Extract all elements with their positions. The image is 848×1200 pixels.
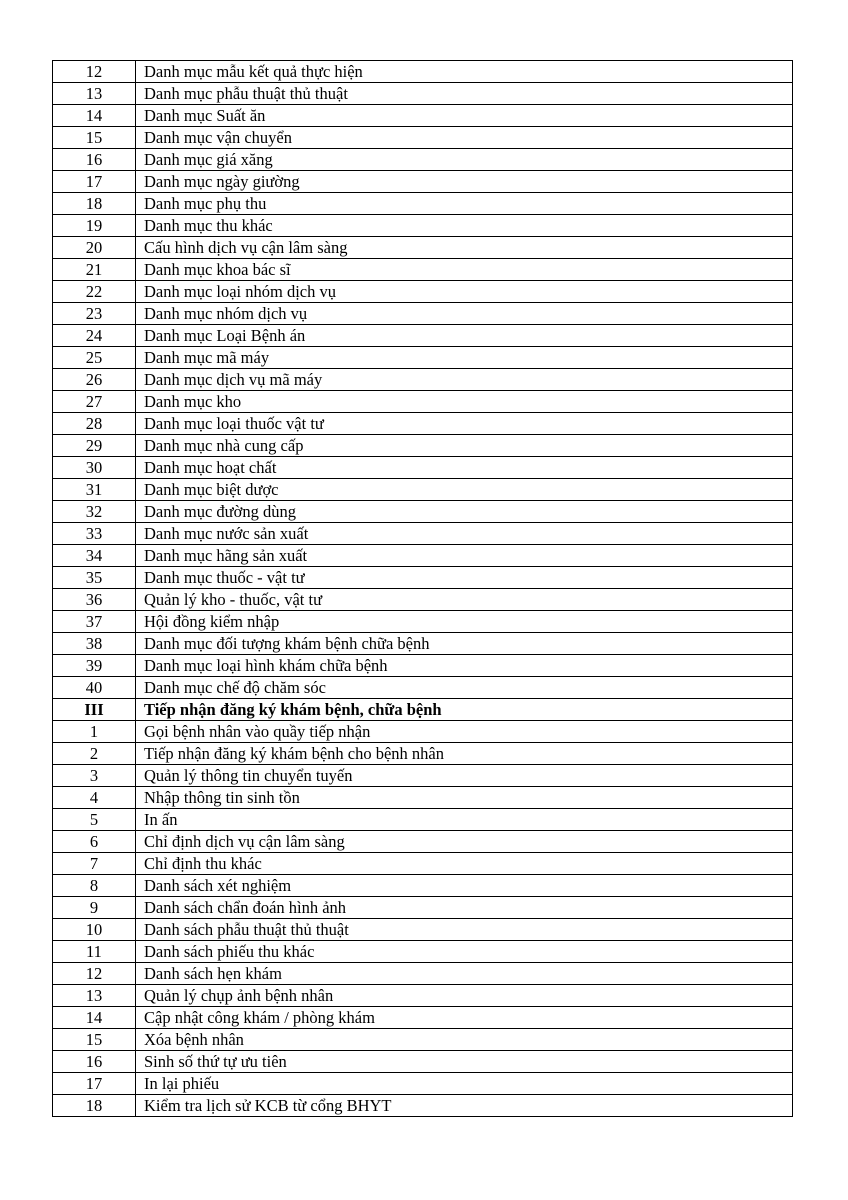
function-name: Danh mục loại nhóm dịch vụ	[136, 281, 793, 303]
table-row	[53, 919, 793, 941]
row-number: 6	[53, 831, 136, 853]
row-number: 17	[53, 1073, 136, 1095]
table-row	[53, 985, 793, 1007]
table-row	[53, 611, 793, 633]
function-name: Tiếp nhận đăng ký khám bệnh cho bệnh nhân	[136, 743, 793, 765]
table-row	[53, 787, 793, 809]
row-number: 14	[53, 105, 136, 127]
function-name: Danh mục biệt dược	[136, 479, 793, 501]
row-number: 34	[53, 545, 136, 567]
table-row	[53, 655, 793, 677]
table-row	[53, 1051, 793, 1073]
function-name: Nhập thông tin sinh tồn	[136, 787, 793, 809]
row-number: 20	[53, 237, 136, 259]
function-name: Danh mục giá xăng	[136, 149, 793, 171]
row-number: 23	[53, 303, 136, 325]
table-row	[53, 413, 793, 435]
function-name: Danh mục thu khác	[136, 215, 793, 237]
row-number: 19	[53, 215, 136, 237]
row-number: 26	[53, 369, 136, 391]
row-number: III	[53, 699, 136, 721]
function-name: Gọi bệnh nhân vào quầy tiếp nhận	[136, 721, 793, 743]
function-name: Danh sách phẫu thuật thủ thuật	[136, 919, 793, 941]
row-number: 18	[53, 193, 136, 215]
function-name: Danh mục phẫu thuật thủ thuật	[136, 83, 793, 105]
row-number: 10	[53, 919, 136, 941]
table-row	[53, 567, 793, 589]
function-name: Quản lý thông tin chuyển tuyến	[136, 765, 793, 787]
table-row	[53, 193, 793, 215]
table-row	[53, 1073, 793, 1095]
table-row	[53, 369, 793, 391]
row-number: 39	[53, 655, 136, 677]
table-row	[53, 501, 793, 523]
function-name: Danh mục phụ thu	[136, 193, 793, 215]
table-row	[53, 853, 793, 875]
function-name: Danh mục dịch vụ mã máy	[136, 369, 793, 391]
table-row	[53, 61, 793, 83]
table-row	[53, 391, 793, 413]
table-row	[53, 875, 793, 897]
row-number: 7	[53, 853, 136, 875]
row-number: 21	[53, 259, 136, 281]
table-row	[53, 435, 793, 457]
row-number: 5	[53, 809, 136, 831]
row-number: 40	[53, 677, 136, 699]
row-number: 3	[53, 765, 136, 787]
row-number: 15	[53, 127, 136, 149]
function-name: Danh mục mã máy	[136, 347, 793, 369]
table-row	[53, 83, 793, 105]
row-number: 8	[53, 875, 136, 897]
table-row	[53, 523, 793, 545]
table-row	[53, 589, 793, 611]
row-number: 22	[53, 281, 136, 303]
function-name: Hội đồng kiểm nhập	[136, 611, 793, 633]
table-row	[53, 963, 793, 985]
function-name: Cấu hình dịch vụ cận lâm sàng	[136, 237, 793, 259]
row-number: 35	[53, 567, 136, 589]
row-number: 27	[53, 391, 136, 413]
table-row	[53, 633, 793, 655]
function-list-table	[52, 60, 793, 1117]
table-row	[53, 941, 793, 963]
row-number: 24	[53, 325, 136, 347]
function-name: Quản lý kho - thuốc, vật tư	[136, 589, 793, 611]
table-row	[53, 1095, 793, 1117]
row-number: 28	[53, 413, 136, 435]
function-name: Danh mục hãng sản xuất	[136, 545, 793, 567]
row-number: 18	[53, 1095, 136, 1117]
function-name: Sinh số thứ tự ưu tiên	[136, 1051, 793, 1073]
table-row	[53, 237, 793, 259]
row-number: 4	[53, 787, 136, 809]
table-row	[53, 347, 793, 369]
function-name: Danh mục nhà cung cấp	[136, 435, 793, 457]
function-name: In lại phiếu	[136, 1073, 793, 1095]
function-name: Xóa bệnh nhân	[136, 1029, 793, 1051]
function-name: Quản lý chụp ảnh bệnh nhân	[136, 985, 793, 1007]
table-row	[53, 743, 793, 765]
table-row	[53, 721, 793, 743]
function-name: Danh mục chế độ chăm sóc	[136, 677, 793, 699]
row-number: 36	[53, 589, 136, 611]
table-row	[53, 149, 793, 171]
function-name: Chỉ định thu khác	[136, 853, 793, 875]
table-row	[53, 765, 793, 787]
function-name: Chỉ định dịch vụ cận lâm sàng	[136, 831, 793, 853]
table-row	[53, 215, 793, 237]
function-name: Danh sách xét nghiệm	[136, 875, 793, 897]
row-number: 37	[53, 611, 136, 633]
row-number: 13	[53, 985, 136, 1007]
function-name: Danh mục vận chuyển	[136, 127, 793, 149]
table-row	[53, 171, 793, 193]
table-row	[53, 281, 793, 303]
table-row	[53, 479, 793, 501]
table-row	[53, 325, 793, 347]
function-name: Danh mục mẫu kết quả thực hiện	[136, 61, 793, 83]
function-name: Danh mục loại hình khám chữa bệnh	[136, 655, 793, 677]
table-row	[53, 831, 793, 853]
function-name: Danh mục khoa bác sĩ	[136, 259, 793, 281]
row-number: 13	[53, 83, 136, 105]
function-name: Danh sách phiếu thu khác	[136, 941, 793, 963]
row-number: 14	[53, 1007, 136, 1029]
row-number: 9	[53, 897, 136, 919]
function-name: Danh mục nước sản xuất	[136, 523, 793, 545]
function-name: Danh mục đối tượng khám bệnh chữa bệnh	[136, 633, 793, 655]
function-name: Danh mục kho	[136, 391, 793, 413]
row-number: 12	[53, 61, 136, 83]
row-number: 16	[53, 149, 136, 171]
row-number: 25	[53, 347, 136, 369]
row-number: 31	[53, 479, 136, 501]
section-title: Tiếp nhận đăng ký khám bệnh, chữa bệnh	[136, 699, 793, 721]
table-row	[53, 1007, 793, 1029]
row-number: 11	[53, 941, 136, 963]
table-row	[53, 1029, 793, 1051]
table-row	[53, 545, 793, 567]
function-name: Danh sách chẩn đoán hình ảnh	[136, 897, 793, 919]
function-name: Danh mục nhóm dịch vụ	[136, 303, 793, 325]
table-row	[53, 259, 793, 281]
section-header-row	[53, 699, 793, 721]
table-row	[53, 303, 793, 325]
function-name: Danh mục Loại Bệnh án	[136, 325, 793, 347]
function-name: Danh mục hoạt chất	[136, 457, 793, 479]
function-name: In ấn	[136, 809, 793, 831]
row-number: 38	[53, 633, 136, 655]
table-row	[53, 677, 793, 699]
table-row	[53, 457, 793, 479]
table-row	[53, 105, 793, 127]
row-number: 16	[53, 1051, 136, 1073]
row-number: 12	[53, 963, 136, 985]
row-number: 32	[53, 501, 136, 523]
function-name: Danh mục Suất ăn	[136, 105, 793, 127]
row-number: 30	[53, 457, 136, 479]
row-number: 2	[53, 743, 136, 765]
row-number: 15	[53, 1029, 136, 1051]
row-number: 17	[53, 171, 136, 193]
table-row	[53, 897, 793, 919]
function-name: Danh sách hẹn khám	[136, 963, 793, 985]
function-name: Kiểm tra lịch sử KCB từ cổng BHYT	[136, 1095, 793, 1117]
table-body	[53, 61, 793, 1117]
function-name: Danh mục thuốc - vật tư	[136, 567, 793, 589]
function-name: Cập nhật công khám / phòng khám	[136, 1007, 793, 1029]
function-name: Danh mục ngày giường	[136, 171, 793, 193]
function-name: Danh mục đường dùng	[136, 501, 793, 523]
row-number: 1	[53, 721, 136, 743]
table-row	[53, 809, 793, 831]
row-number: 29	[53, 435, 136, 457]
table-row	[53, 127, 793, 149]
row-number: 33	[53, 523, 136, 545]
function-name: Danh mục loại thuốc vật tư	[136, 413, 793, 435]
